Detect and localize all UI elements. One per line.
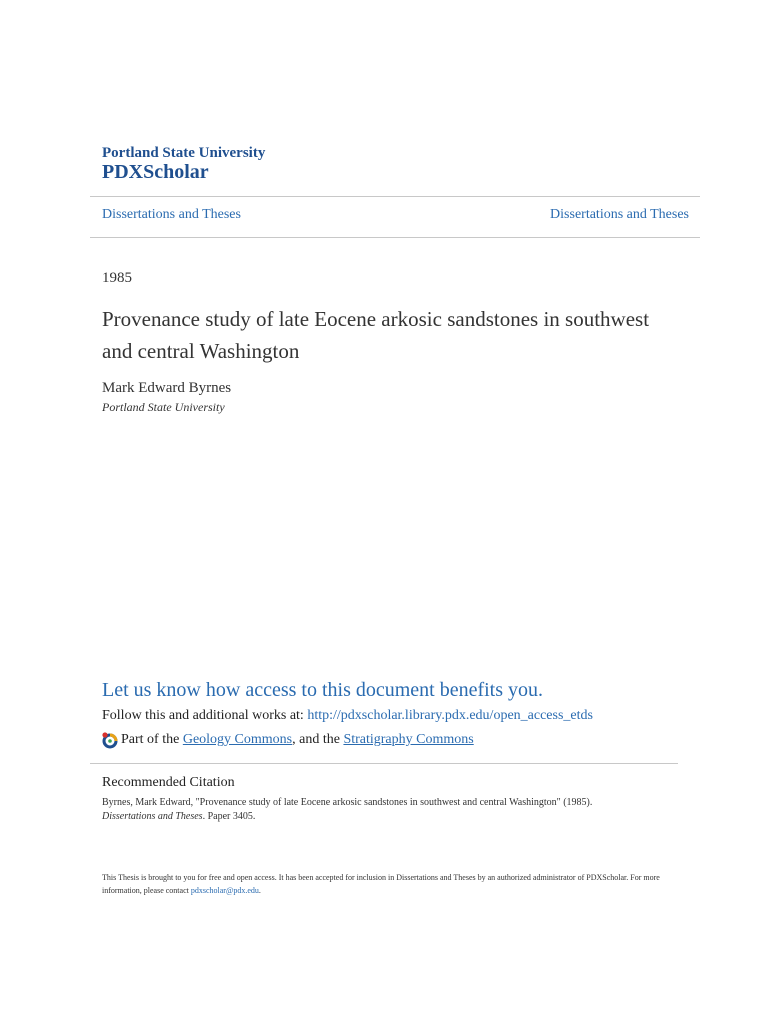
header-divider-top bbox=[90, 196, 700, 197]
document-title: Provenance study of late Eocene arkosic sandstones in southwest and central Washington bbox=[102, 307, 650, 363]
university-name: Portland State University bbox=[102, 145, 266, 161]
citation-text: Byrnes, Mark Edward, "Provenance study of late Eocene arkosic sandstones in southwest and central Washington" (1985). bbox=[102, 797, 593, 808]
notice-text: This Thesis is brought to you for free and open access. It has been accepted for inclusion in Dissertations and Theses by an authorized administrator of PDXScholar. For more information, please contact bbox=[102, 873, 660, 895]
repository-name[interactable]: PDXScholar bbox=[102, 161, 209, 183]
and-the-text: , and the bbox=[292, 732, 340, 747]
stratigraphy-commons-link[interactable]: Stratigraphy Commons bbox=[343, 732, 474, 747]
part-of-prefix: Part of the bbox=[121, 732, 180, 747]
citation-heading: Recommended Citation bbox=[102, 775, 235, 790]
citation-divider bbox=[90, 763, 678, 764]
follow-line bbox=[102, 708, 593, 724]
contact-email-link[interactable]: pdxscholar@pdx.edu bbox=[190, 886, 259, 895]
access-notice bbox=[102, 871, 682, 897]
collection-link-left[interactable]: Dissertations and Theses bbox=[102, 207, 241, 222]
repository-url-link[interactable]: http://pdxscholar.library.pdx.edu/open_access_etds bbox=[307, 708, 593, 723]
follow-prefix: Follow this and additional works at: bbox=[102, 708, 304, 723]
author-affiliation: Portland State University bbox=[102, 400, 225, 414]
citation-block bbox=[102, 796, 662, 824]
header-divider-bottom bbox=[90, 237, 700, 238]
notice-end: . bbox=[258, 886, 261, 895]
bepress-commons-icon bbox=[101, 731, 119, 749]
citation-paper: . Paper 3405. bbox=[202, 811, 256, 822]
benefit-feedback-link[interactable]: Let us know how access to this document benefits you. bbox=[102, 679, 544, 701]
author-name: Mark Edward Byrnes bbox=[102, 380, 232, 396]
collection-link-right[interactable]: Dissertations and Theses bbox=[550, 207, 689, 222]
publication-year: 1985 bbox=[102, 270, 132, 286]
geology-commons-link[interactable]: Geology Commons bbox=[182, 732, 293, 747]
part-of-line bbox=[101, 731, 474, 749]
citation-series: Dissertations and Theses bbox=[102, 811, 203, 822]
